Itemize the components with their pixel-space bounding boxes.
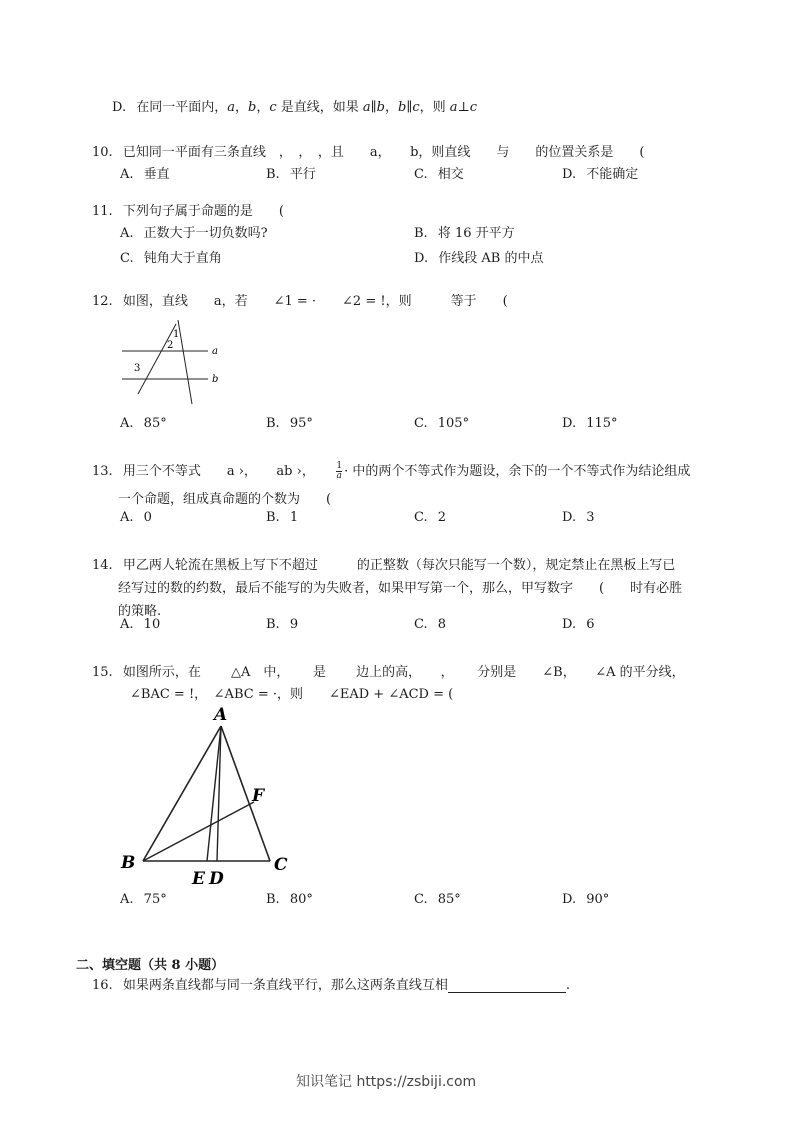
q16-stem: 16. 如果两条直线都与同一条直线平行，那么这两条直线互相 . [92, 978, 570, 993]
q11-stem: 11. 下列句子属于命题的是 ( [92, 204, 284, 219]
q11-option-b[interactable]: B. 将 16 开平方 [414, 226, 515, 241]
q12-figure [118, 316, 228, 406]
q10-option-a[interactable]: A. 垂直 [120, 167, 170, 182]
label-D: D [209, 869, 224, 888]
label-A: A [214, 705, 228, 725]
q14-stem-line1: 14. 甲乙两人轮流在黑板上写下不超过 的正整数（每次只能写一个数），规定禁止在黑板上写已 [92, 558, 676, 573]
q15-stem-line1: 15. 如图所示，在 △A 中， 是 边上的高， ， 分别是 ∠B， ∠A 的平分线， [92, 665, 685, 680]
q13-option-b[interactable]: B. 1 [266, 510, 299, 525]
q13-stem-line2: 一个命题，组成真命题的个数为 ( [118, 492, 332, 507]
q12-option-c[interactable]: C. 105° [414, 416, 470, 431]
label-1: 1 [173, 329, 180, 340]
q14-option-a[interactable]: A. 10 [120, 617, 161, 632]
q9-option-d: D. 在同一平面内，a，b，c 是直线，如果 a∥b，b∥c，则 a⊥c [112, 100, 478, 115]
q14-option-c[interactable]: C. 8 [414, 617, 447, 632]
q15-figure [118, 702, 308, 888]
q13-stem: 13. 用三个不等式 a ›， ab ›， $\frac{1}{a}$ · 中的两个不等式作为题设，余下的一个不等式作为结论组成 [92, 461, 691, 481]
label-b: b [212, 374, 219, 385]
footer-watermark: 知识笔记 https://zsbiji.com [296, 1074, 477, 1090]
q15-option-b[interactable]: B. 80° [266, 892, 313, 907]
label-F: F [252, 786, 265, 806]
q11-option-a[interactable]: A. 正数大于一切负数吗? [120, 226, 268, 241]
q10-stem: 10. 已知同一平面有三条直线 ， ， ，且 a， b，则直线 与 的位置关系是 ( [92, 145, 645, 160]
q10-option-c[interactable]: C. 相交 [414, 167, 464, 182]
q14-stem-line2: 经写过的数的约数，最后不能写的为失败者，如果甲写第一个，那么，甲写数字 ( 时有必胜 [118, 581, 683, 596]
q13-option-a[interactable]: A. 0 [120, 510, 152, 525]
q13-option-c[interactable]: C. 2 [414, 510, 447, 525]
label-a: a [212, 346, 218, 357]
q10-option-b[interactable]: B. 平行 [266, 167, 316, 182]
q12-option-a[interactable]: A. 85° [120, 416, 167, 431]
label-2: 2 [167, 340, 174, 351]
label-C: C [274, 855, 288, 875]
q10-option-d[interactable]: D. 不能确定 [562, 167, 639, 182]
q12-option-d[interactable]: D. 115° [562, 416, 618, 431]
transversal-1 [178, 320, 192, 404]
q14-option-d[interactable]: D. 6 [562, 617, 595, 632]
q15-option-a[interactable]: A. 75° [120, 892, 167, 907]
q12-option-b[interactable]: B. 95° [266, 416, 313, 431]
label-B: B [121, 853, 136, 873]
q14-option-b[interactable]: B. 9 [266, 617, 299, 632]
q11-option-c[interactable]: C. 钝角大于直角 [120, 251, 222, 266]
q13-fraction: $\frac{1}{a}$ [336, 461, 343, 481]
q15-stem-line2: ∠BAC = !， ∠ABC = ·，则 ∠EAD + ∠ACD = ( [130, 687, 454, 702]
q15-option-c[interactable]: C. 85° [414, 892, 461, 907]
q13-option-d[interactable]: D. 3 [562, 510, 595, 525]
q12-stem: 12. 如图，直线 a，若 ∠1 = · ∠2 = !，则 等于 ( [92, 294, 508, 309]
transversal-2 [138, 324, 176, 394]
q14-stem-line3: 的策略. [118, 604, 162, 619]
section-title: 二、填空题（共 8 小题） [76, 958, 225, 973]
q16-answer-blank[interactable] [448, 978, 566, 993]
q11-option-d[interactable]: D. 作线段 AB 的中点 [414, 251, 544, 266]
q15-option-d[interactable]: D. 90° [562, 892, 610, 907]
label-E: E [192, 869, 205, 888]
label-3: 3 [134, 363, 141, 374]
